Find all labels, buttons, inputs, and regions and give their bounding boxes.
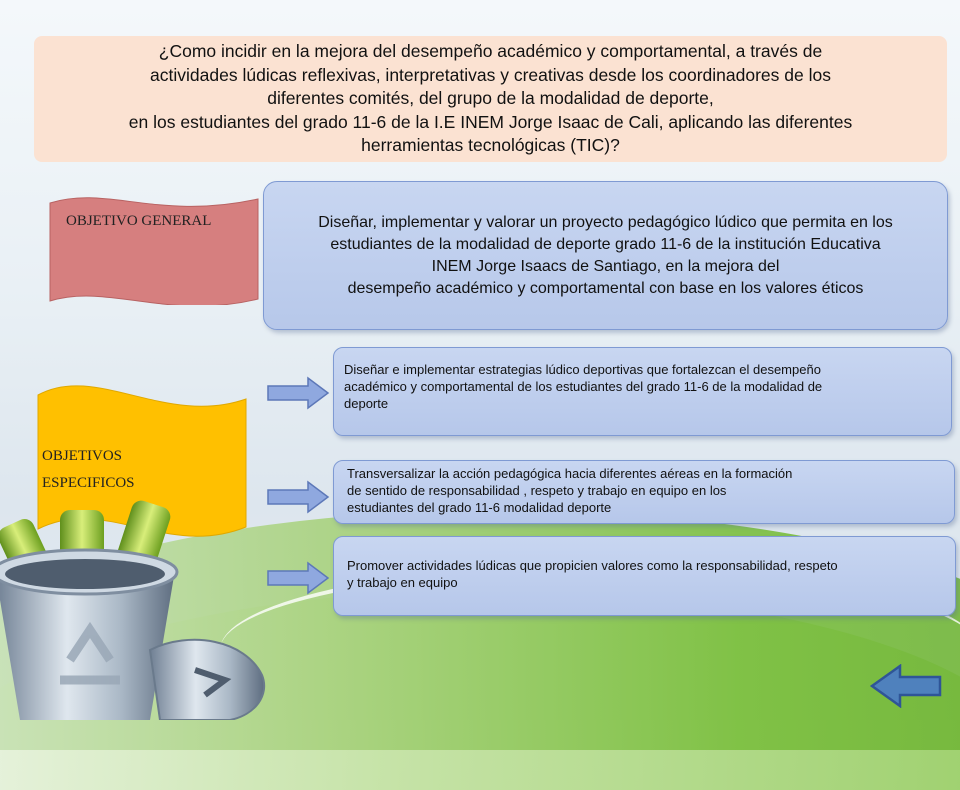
specific-objective-box-3 — [333, 536, 956, 616]
right-arrow-icon — [266, 480, 330, 514]
general-objective-flag — [48, 193, 260, 305]
back-arrow-icon — [872, 666, 940, 706]
specific-objective-text-1: Diseñar e implementar estrategias lúdico deportivas que fortalezcan el desempeño académico y comportamental de los estudiantes del grado 11-6 de la modalidad de deporte — [344, 362, 823, 411]
research-question-box — [34, 36, 947, 162]
specific-objectives-label: OBJETIVOS ESPECIFICOS — [42, 448, 135, 491]
recycle-bin-icon — [0, 480, 270, 720]
specific-objective-text-2: Transversalizar la acción pedagógica hacia diferentes aéreas en la formación de sentido de responsabilidad , respeto y trabajo en equipo en los estudiantes del grado 11-6 modalidad deporte — [347, 466, 793, 515]
right-arrow-icon — [266, 376, 330, 410]
research-question-text: ¿Como incidir en la mejora del desempeño académico y comportamental, a través de actividades lúdicas reflexivas, interpretativas y creativas desde los coordinadores de los diferentes comités, del grupo de la modalidad de deporte, en los estudiantes del grado 11-6 de la I.E INEM Jorge Isaac de Cali, aplicando las diferentes herramientas tecnológicas (TIC)? — [128, 41, 853, 156]
general-objective-text: Diseñar, implementar y valorar un proyecto pedagógico lúdico que permita en los estudiantes de la modalidad de deporte grado 11-6 de la institución Educativa INEM Jorge Isaacs de Santiago, en la mejora del desempeño académico y comportamental con base en los valores éticos — [318, 213, 893, 297]
general-objective-label: OBJETIVO GENERAL — [66, 213, 212, 229]
specific-objective-box-2 — [333, 460, 955, 524]
specific-objective-text-3: Promover actividades lúdicas que propicien valores como la responsabilidad, respeto y trabajo en equipo — [347, 558, 838, 590]
specific-objective-box-1 — [333, 347, 952, 436]
back-button[interactable] — [870, 664, 942, 708]
general-objective-box — [263, 181, 948, 330]
right-arrow-icon — [266, 561, 330, 595]
